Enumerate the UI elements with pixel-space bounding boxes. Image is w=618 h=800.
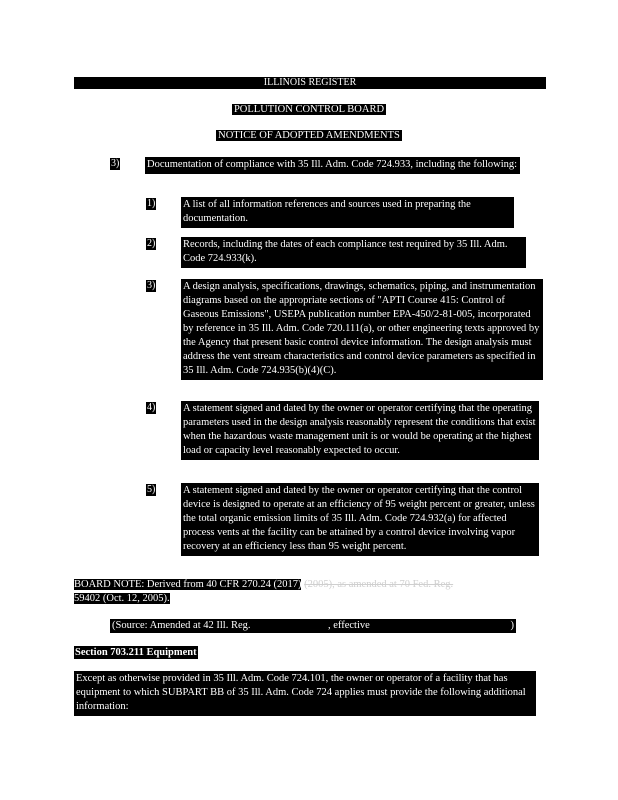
item-3-label: 3) — [111, 158, 120, 169]
board-note — [74, 578, 544, 606]
subitem-5-text: A statement signed and dated by the owner or operator certifying that the control device is designed to operate at an efficiency of 95 weight percent or greater, unless the total organic emission limits of 35 Ill. Adm. Code 724.932(a) for affected process vents at the facility can be attained by a control device involving vapor recovery at an efficiency less than 95 weight percent. — [181, 483, 539, 556]
item-3-text: Documentation of compliance with 35 Ill. Adm. Code 724.933, including the following: — [145, 157, 520, 174]
notice-line — [0, 129, 618, 143]
register-title: ILLINOIS REGISTER — [263, 77, 357, 88]
subitem-4-label: 4) — [147, 402, 156, 413]
source-effective: , effective — [328, 620, 370, 631]
subitem-1-text: A list of all information references and sources used in preparing the documentation. — [181, 197, 514, 228]
board-note-date: 59402 (Oct. 12, 2005). — [74, 593, 170, 604]
subitem-3-text: A design analysis, specifications, drawings, schematics, piping, and instrumentation diagrams based on the appropriate sections of "APTI Course 415: Control of Gaseous Emissions", USEPA publication number EPA-450/2-81-005, incorporated by reference in 35 Ill. Adm. Code 720.111(a), or other engineering texts approved by the Agency that present basic control device information. The design analysis must address the vent stream characteristics and control device parameters as specified in 35 Ill. Adm. Code 724.935(b)(4)(C). — [181, 279, 543, 380]
subitem-5-label: 5) — [147, 484, 156, 495]
board-title: POLLUTION CONTROL BOARD — [233, 104, 385, 115]
board-note-text: BOARD NOTE: Derived from 40 CFR 270.24 (2017) — [74, 579, 302, 590]
source-prefix: (Source: Amended at 42 Ill. Reg. — [112, 620, 251, 631]
source-line — [110, 619, 516, 633]
board-line — [0, 103, 618, 117]
subitem-2-text: Records, including the dates of each compliance test required by 35 Ill. Adm. Code 724.933(k). — [181, 237, 526, 268]
subitem-1-label: 1) — [147, 198, 156, 209]
subitem-4-text: A statement signed and dated by the owner or operator certifying that the operating parameters used in the design analysis reasonably represent the conditions that exist when the hazardous waste management unit is or would be operating at the highest load or capacity level reasonably expected to occur. — [181, 401, 539, 460]
notice-title: NOTICE OF ADOPTED AMENDMENTS — [218, 130, 400, 141]
subitem-3-label: 3) — [147, 280, 156, 291]
subitem-2-label: 2) — [147, 238, 156, 249]
board-note-struck-text: (2005), as amended at 70 Fed. Reg. — [304, 579, 454, 590]
final-paragraph: Except as otherwise provided in 35 Ill. Adm. Code 724.101, the owner or operator of a facility that has equipment to which SUBPART BB of 35 Ill. Adm. Code 724 applies must provide the following additional information: — [74, 671, 536, 716]
source-suffix: ) — [510, 620, 514, 631]
section-title: Section 703.211 Equipment — [75, 647, 197, 658]
register-header — [74, 77, 546, 89]
